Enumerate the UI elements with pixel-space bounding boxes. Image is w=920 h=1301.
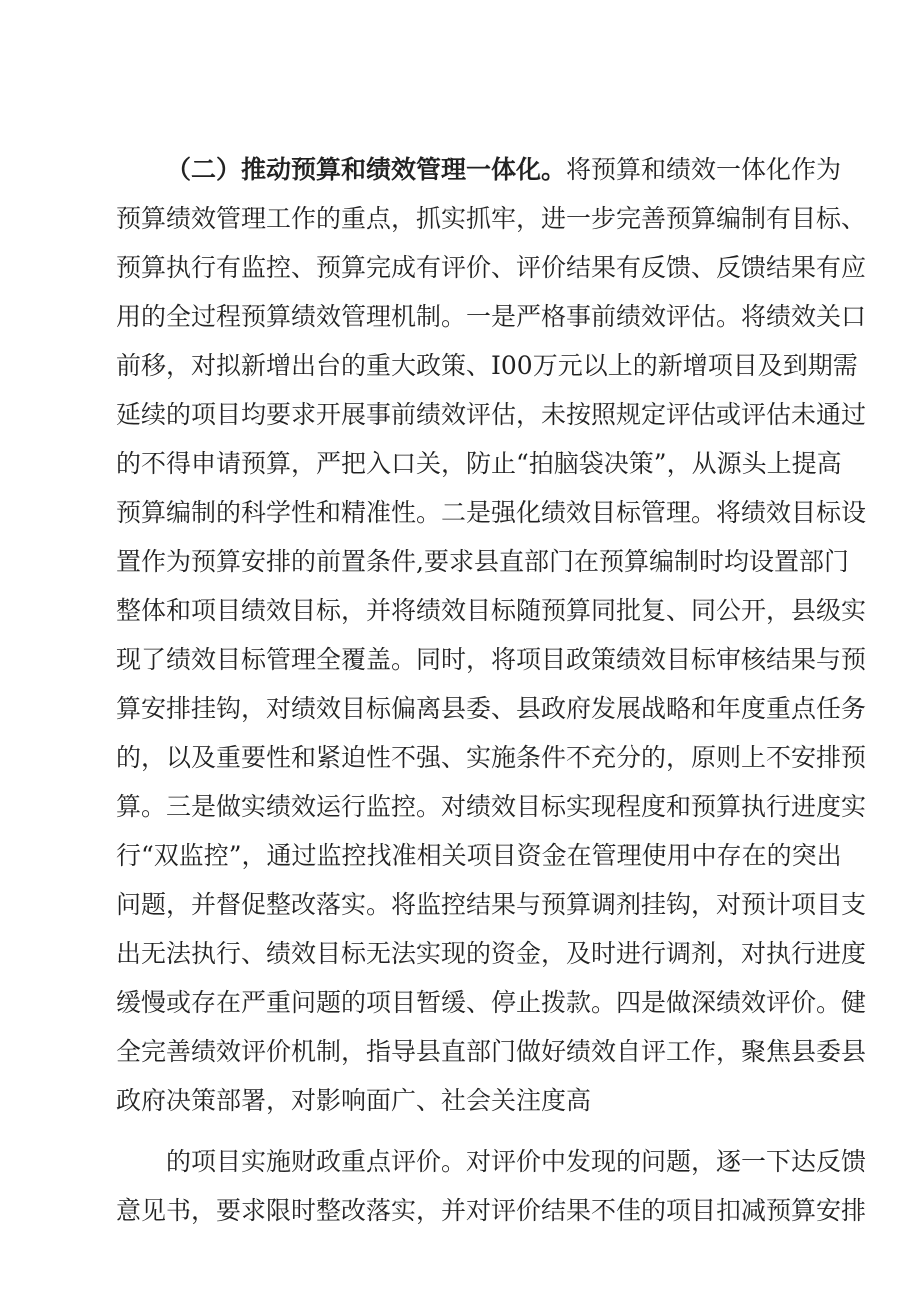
paragraph-1-line-15: 行“双监控”，通过监控找准相关项目资金在管理使用中存在的突出 [116, 841, 842, 870]
paragraph-1-line-11: 现了绩效目标管理全覆盖。同时，将项目政策绩效目标审核结果与预 [116, 645, 867, 674]
paragraph-1-line-1 [166, 150, 842, 190]
paragraph-1-line-5: 前移，对拟新增出台的重大政策、I00万元以上的新增项目及到期需 [116, 351, 858, 380]
paragraph-1-line-20: 政府决策部署，对影响面广、社会关注度高 [116, 1086, 592, 1115]
paragraph-1-line-13: 的，以及重要性和紧迫性不强、实施条件不充分的，原则上不安排预 [116, 743, 867, 772]
paragraph-1-line-1-text: 将预算和绩效一体化作为 [566, 155, 842, 184]
paragraph-1-line-14: 算。三是做实绩效运行监控。对绩效目标实现程度和预算执行进度实 [116, 792, 867, 821]
paragraph-1-line-12: 算安排挂钩，对绩效目标偏离县委、县政府发展战略和年度重点任务 [116, 694, 867, 723]
paragraph-1-line-9: 置作为预算安排的前置条件,要求县直部门在预算编制时均设置部门 [116, 547, 849, 576]
paragraph-1-line-16: 问题，并督促整改落实。将监控结果与预算调剂挂钩，对预计项目支 [116, 890, 867, 919]
paragraph-1-line-19: 全完善绩效评价机制，指导县直部门做好绩效自评工作，聚焦县委县 [116, 1037, 867, 1066]
paragraph-1-line-17: 出无法执行、绩效目标无法实现的资金，及时进行调剂，对执行进度 [116, 939, 867, 968]
paragraph-2-line-1: 的项目实施财政重点评价。对评价中发现的问题，逐一下达反馈 [166, 1147, 867, 1176]
paragraph-1-line-7: 的不得申请预算，严把入口关，防止“拍脑袋决策”，从源头上提高 [116, 449, 842, 478]
paragraph-1-line-8: 预算编制的科学性和精准性。二是强化绩效目标管理。将绩效目标设 [116, 498, 867, 527]
paragraph-1-line-18: 缓慢或存在严重问题的项目暂缓、停止拨款。四是做深绩效评价。健 [116, 988, 867, 1017]
paragraph-1-line-3: 预算执行有监控、预算完成有评价、评价结果有反馈、反馈结果有应 [116, 253, 867, 282]
paragraph-2-line-2: 意见书，要求限时整改落实，并对评价结果不佳的项目扣减预算安排 [116, 1196, 867, 1225]
paragraph-1-line-4: 用的全过程预算绩效管理机制。一是严格事前绩效评估。将绩效关口 [116, 302, 867, 331]
paragraph-1-line-10: 整体和项目绩效目标，并将绩效目标随预算同批复、同公开，县级实 [116, 596, 867, 625]
paragraph-1-line-2: 预算绩效管理工作的重点，抓实抓牢，进一步完善预算编制有目标、 [116, 204, 867, 233]
section-heading: （二）推动预算和绩效管理一体化。 [166, 155, 567, 184]
paragraph-1-line-6: 延续的项目均要求开展事前绩效评估，未按照规定评估或评估未通过 [116, 400, 867, 429]
